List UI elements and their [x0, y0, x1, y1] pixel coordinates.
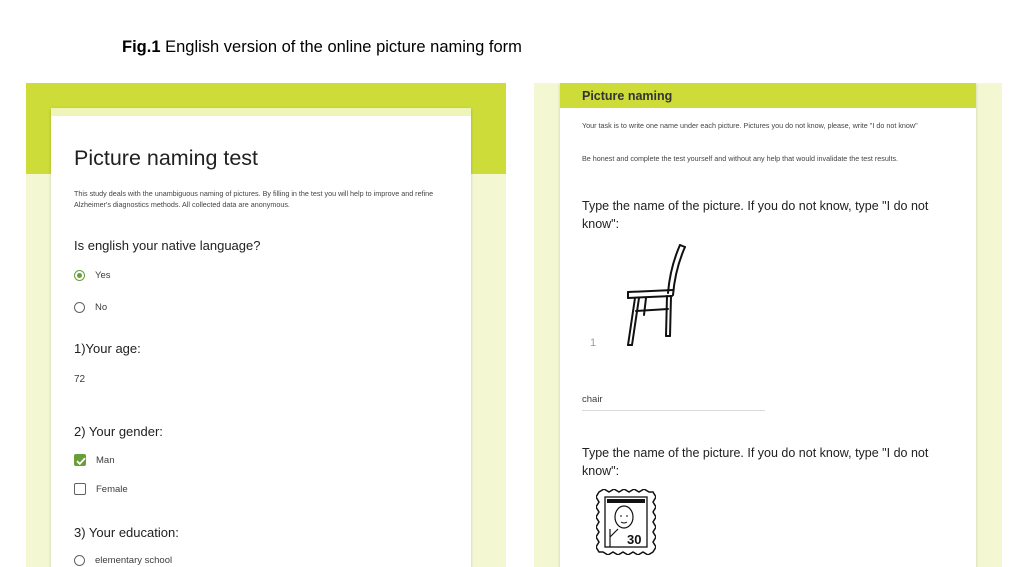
answer-input-1[interactable]: chair: [582, 394, 765, 411]
stamp-value: 30: [627, 532, 642, 547]
figure-caption: [122, 38, 522, 57]
picture-number: 1: [590, 337, 597, 349]
left-form-panel: [26, 83, 506, 567]
chair-picture: [622, 241, 692, 349]
checkbox-option-man[interactable]: [74, 453, 114, 467]
figure-caption-text: English version of the online picture naming form: [160, 38, 522, 56]
section-title: Picture naming: [582, 88, 673, 103]
section-header: [560, 83, 976, 108]
option-label: Man: [96, 454, 115, 466]
radio-unselected-icon[interactable]: [74, 302, 85, 313]
option-label: elementary school: [95, 554, 173, 566]
form-card: [51, 108, 471, 567]
question-picture-1: Type the name of the picture. If you do not know, type "I do not know":: [582, 199, 929, 231]
option-label: Yes: [95, 269, 111, 281]
radio-option-yes[interactable]: [74, 268, 111, 282]
option-label: No: [95, 301, 108, 313]
checkbox-option-female[interactable]: [74, 482, 128, 496]
postage-stamp-picture: [596, 489, 656, 555]
question-education: 3) Your education:: [74, 525, 179, 540]
checkbox-checked-icon[interactable]: [74, 454, 86, 466]
instruction-text-2: Be honest and complete the test yourself and without any help that would invalidate the test results.: [582, 154, 899, 163]
radio-unselected-icon[interactable]: [74, 555, 85, 566]
question-gender: 2) Your gender:: [74, 424, 163, 439]
checkbox-unchecked-icon[interactable]: [74, 483, 86, 495]
right-form-panel: [534, 83, 1002, 567]
radio-selected-icon[interactable]: [74, 270, 85, 281]
option-label: Female: [96, 483, 128, 495]
form-description: This study deals with the unambiguous naming of pictures. By filling in the test you will help to improve and refine Alzheimer's diagnostics methods. All collected data are anonymous.: [74, 189, 434, 209]
radio-option-elementary-school[interactable]: [74, 553, 172, 567]
figure-label: Fig.1: [122, 38, 161, 56]
age-answer[interactable]: 72: [74, 374, 86, 385]
form-title: Picture naming test: [74, 146, 259, 170]
radio-option-no[interactable]: [74, 300, 107, 314]
picture-section-card: [560, 83, 976, 567]
question-picture-2: Type the name of the picture. If you do not know, type "I do not know":: [582, 446, 929, 478]
question-age: 1)Your age:: [74, 341, 141, 356]
question-native-language: Is english your native language?: [74, 238, 261, 253]
instruction-text-1: Your task is to write one name under each picture. Pictures you do not know, please, write "I do not know": [582, 121, 918, 130]
